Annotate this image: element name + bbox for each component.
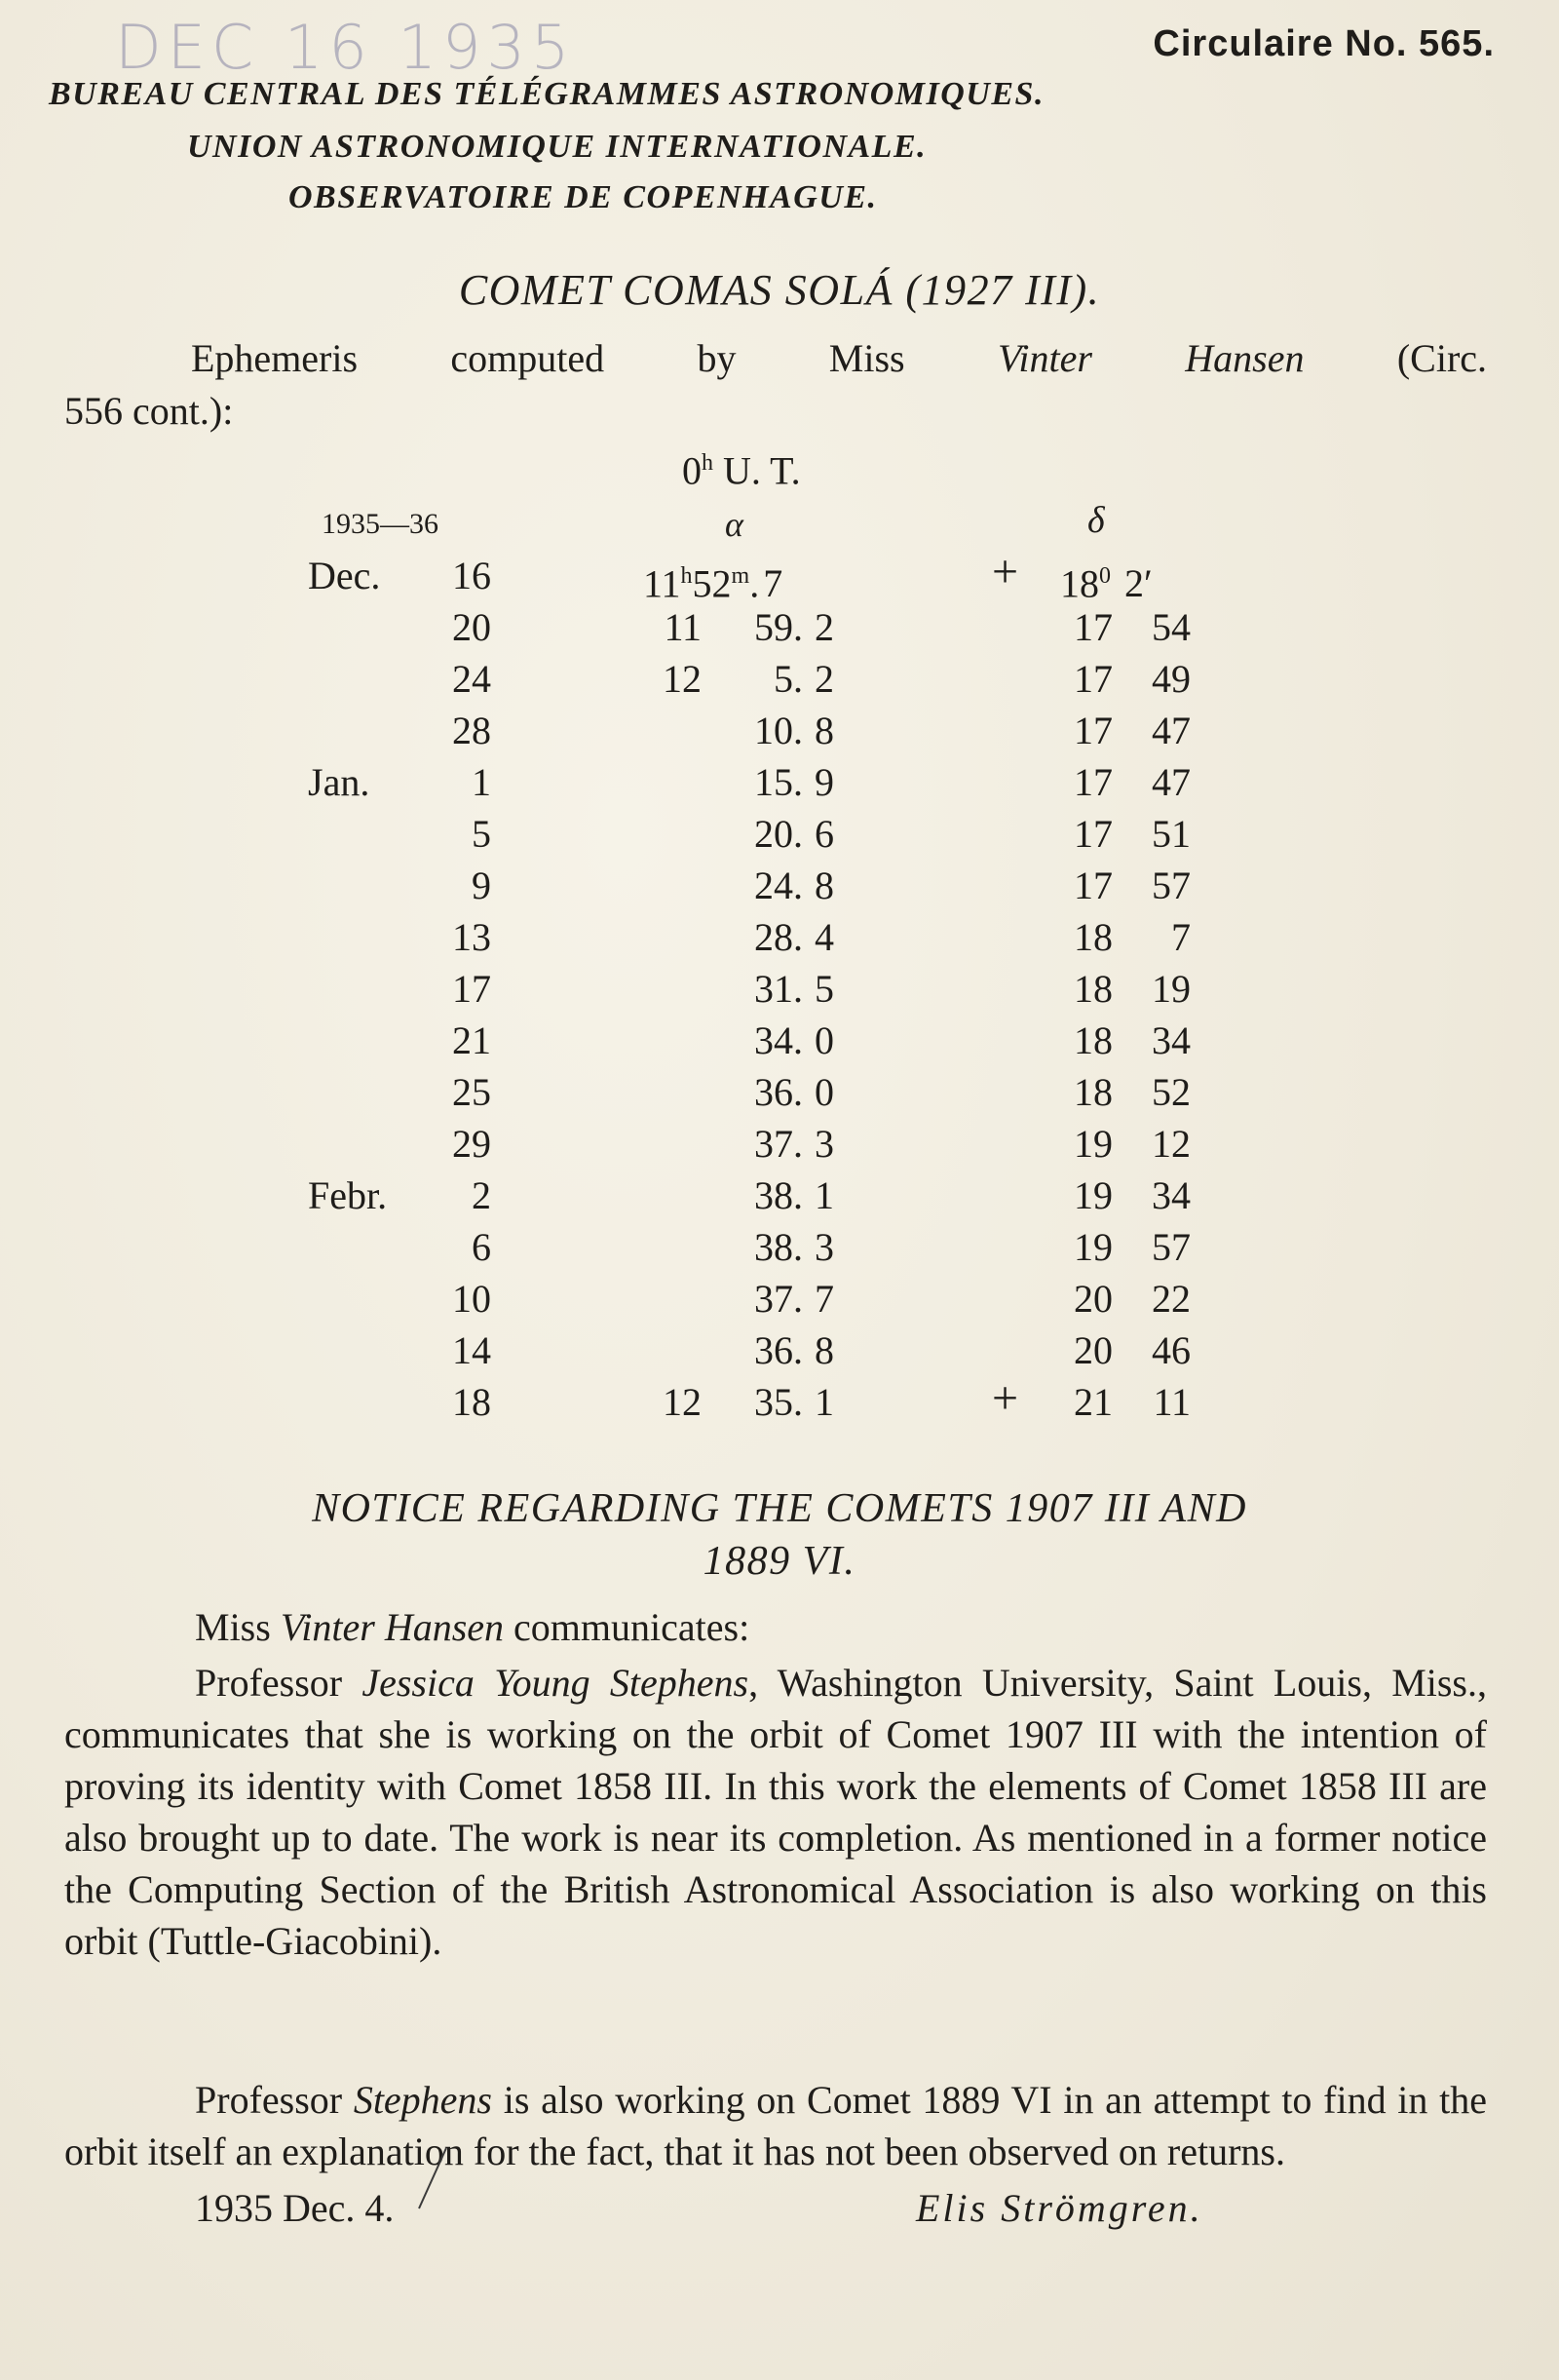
time-label xyxy=(682,439,801,495)
notice-intro-a: Miss xyxy=(195,1605,271,1649)
row-day: 6 xyxy=(472,1225,491,1269)
row-dec-degrees: 20 xyxy=(1074,1277,1113,1321)
row-day: 10 xyxy=(452,1277,491,1321)
row-dec-degrees: 18 xyxy=(1074,915,1113,959)
row-ra-first: 11$^h$52$^m$. 7 xyxy=(643,561,783,606)
column-header-ra: α xyxy=(725,505,743,544)
header-union: UNION ASTRONOMIQUE INTERNATIONALE. xyxy=(187,129,928,165)
row-ra-minutes: 10. xyxy=(754,709,803,752)
row-dec-sign: + xyxy=(992,1372,1019,1424)
time-hours-sup: h xyxy=(702,450,713,476)
row-dec-minutes: 46 xyxy=(1152,1328,1191,1372)
row-day: 18 xyxy=(452,1380,491,1424)
row-dec-degrees: 19 xyxy=(1074,1122,1113,1166)
notice-paragraph-1 xyxy=(64,1657,1487,1967)
row-dec-degrees: 17 xyxy=(1074,657,1113,701)
row-dec-sign: + xyxy=(992,546,1019,597)
row-dec-minutes: 57 xyxy=(1152,864,1191,907)
row-day: 13 xyxy=(452,915,491,959)
section-title-comet: COMET COMAS SOLÁ (1927 III). xyxy=(458,266,1101,314)
row-dec-degrees: 18 xyxy=(1074,1070,1113,1114)
pencil-mark xyxy=(409,2144,448,2212)
row-ra-fraction: 3 xyxy=(815,1122,834,1166)
p2-professor-name: Stephens xyxy=(353,2078,492,2122)
row-ra-fraction: 9 xyxy=(815,760,834,804)
row-ra-minutes: 31. xyxy=(754,967,803,1011)
time-label-ut: U. T. xyxy=(723,448,801,493)
row-dec-minutes: 12 xyxy=(1152,1122,1191,1166)
row-dec-minutes: 34 xyxy=(1152,1173,1191,1217)
footer-date: 1935 Dec. 4. xyxy=(195,2186,395,2230)
row-ra-hours: 12 xyxy=(663,657,702,701)
notice-intro-name: Vinter Hansen xyxy=(280,1605,505,1649)
row-ra-fraction: 6 xyxy=(815,812,834,856)
row-day: 1 xyxy=(472,760,491,804)
row-dec-minutes: 54 xyxy=(1152,605,1191,649)
row-ra-fraction: 7 xyxy=(815,1277,834,1321)
row-day: 21 xyxy=(452,1018,491,1062)
row-ra-minutes: 36. xyxy=(754,1328,803,1372)
row-ra-fraction: 8 xyxy=(815,1328,834,1372)
row-dec-minutes: 11 xyxy=(1153,1380,1191,1424)
row-day: 28 xyxy=(452,709,491,752)
row-day: 29 xyxy=(452,1122,491,1166)
row-dec-minutes: 57 xyxy=(1152,1225,1191,1269)
row-ra-hours: 11 xyxy=(664,605,702,649)
row-dec-degrees: 17 xyxy=(1074,864,1113,907)
intro-computer-name: Vinter Hansen xyxy=(997,336,1305,380)
row-ra-minutes: 24. xyxy=(754,864,803,907)
row-ra-fraction: 4 xyxy=(815,915,834,959)
row-ra-minutes: 5. xyxy=(774,657,803,701)
row-dec-minutes: 7 xyxy=(1171,915,1191,959)
notice-title-line2: 1889 VI. xyxy=(703,1539,856,1584)
column-header-date: 1935—36 xyxy=(322,508,438,540)
row-dec-degrees: 19 xyxy=(1074,1225,1113,1269)
row-ra-minutes: 38. xyxy=(754,1225,803,1269)
row-dec-minutes: 19 xyxy=(1152,967,1191,1011)
p2-text-b: is also working on Comet 1889 VI in an attempt to find in the orbit itself an explanation for the fact, that it has not been observed on returns. xyxy=(64,2078,1487,2173)
circular-number: Circulaire No. 565. xyxy=(1153,23,1495,64)
row-ra-minutes: 35. xyxy=(754,1380,803,1424)
row-dec-minutes: 22 xyxy=(1152,1277,1191,1321)
row-dec-minutes: 52 xyxy=(1152,1070,1191,1114)
row-ra-fraction: 1 xyxy=(815,1173,834,1217)
header-observatory: OBSERVATOIRE DE COPENHAGUE. xyxy=(288,179,878,215)
row-ra-fraction: 5 xyxy=(815,967,834,1011)
row-day: 17 xyxy=(452,967,491,1011)
column-header-dec: δ xyxy=(1087,500,1105,541)
p1-text-b: , Washington University, Saint Louis, Miss., communicates that she is working on the orbit of Comet 1907 III with the intention of proving its identity with Comet 1858 III. In this work the elements of Comet 1858 III are also brought up to date. The work is near its completion. As mentioned in a former notice the Computing Section of the British Astronomical Association is also working on this orbit (Tuttle-Giacobini). xyxy=(64,1661,1488,1963)
footer-signature: Elis Strömgren. xyxy=(916,2186,1203,2230)
row-dec-degrees: 18 xyxy=(1074,967,1113,1011)
row-day: 14 xyxy=(452,1328,491,1372)
row-ra-hours: 12 xyxy=(663,1380,702,1424)
row-dec-minutes: 47 xyxy=(1152,709,1191,752)
row-ra-minutes: 38. xyxy=(754,1173,803,1217)
row-ra-fraction: 0 xyxy=(815,1070,834,1114)
row-dec-degrees: 21 xyxy=(1074,1380,1113,1424)
row-ra-fraction: 8 xyxy=(815,864,834,907)
notice-intro-b: communicates: xyxy=(513,1605,750,1649)
row-dec-first: $18^0$ 2′ xyxy=(1060,561,1153,606)
row-ra-minutes: 36. xyxy=(754,1070,803,1114)
header-bureau: BUREAU CENTRAL DES TÉLÉGRAMMES ASTRONOMIQUES. xyxy=(49,76,1045,112)
p1-professor-name: Jessica Young Stephens xyxy=(361,1661,749,1705)
row-ra-fraction: 8 xyxy=(815,709,834,752)
received-date-stamp: DEC 16 1935 xyxy=(115,12,576,83)
notice-paragraph-2 xyxy=(64,2074,1487,2177)
row-ra-fraction: 0 xyxy=(815,1018,834,1062)
notice-title-line1: NOTICE REGARDING THE COMETS 1907 III AND xyxy=(312,1486,1247,1531)
row-dec-degrees: 19 xyxy=(1074,1173,1113,1217)
row-ra-minutes: 15. xyxy=(754,760,803,804)
row-dec-degrees: 20 xyxy=(1074,1328,1113,1372)
ephemeris-intro xyxy=(64,335,1487,381)
row-dec-minutes: 51 xyxy=(1152,812,1191,856)
row-day: 25 xyxy=(452,1070,491,1114)
row-day: 5 xyxy=(472,812,491,856)
intro-text-b: (Circ. xyxy=(1396,336,1488,380)
time-zero: 0 xyxy=(682,448,702,493)
p1-text-a: Professor xyxy=(195,1661,343,1705)
row-dec-degrees: 17 xyxy=(1074,709,1113,752)
row-dec-degrees: 17 xyxy=(1074,605,1113,649)
row-ra-minutes: 28. xyxy=(754,915,803,959)
row-ra-fraction: 3 xyxy=(815,1225,834,1269)
row-ra-fraction: 1 xyxy=(815,1380,834,1424)
row-day: 2 xyxy=(472,1173,491,1217)
row-dec-minutes: 49 xyxy=(1152,657,1191,701)
row-ra-fraction: 2 xyxy=(815,605,834,649)
row-day: 24 xyxy=(452,657,491,701)
notice-intro xyxy=(64,1604,1487,1650)
row-ra-fraction: 2 xyxy=(815,657,834,701)
row-ra-minutes: 37. xyxy=(754,1277,803,1321)
row-day: 20 xyxy=(452,605,491,649)
row-dec-degrees: 18 xyxy=(1074,1018,1113,1062)
row-ra-minutes: 20. xyxy=(754,812,803,856)
row-dec-minutes: 47 xyxy=(1152,760,1191,804)
row-ra-minutes: 59. xyxy=(754,605,803,649)
row-month: Dec. xyxy=(308,554,381,597)
p2-text-a: Professor xyxy=(195,2078,343,2122)
row-dec-minutes: 34 xyxy=(1152,1018,1191,1062)
row-day: 16 xyxy=(452,554,491,597)
row-dec-degrees: 17 xyxy=(1074,812,1113,856)
row-ra-minutes: 34. xyxy=(754,1018,803,1062)
intro-text-a: Ephemeris computed by Miss xyxy=(191,336,905,380)
row-ra-minutes: 37. xyxy=(754,1122,803,1166)
row-month: Febr. xyxy=(308,1173,388,1217)
ephemeris-intro-line2: 556 cont.): xyxy=(64,389,234,433)
row-dec-degrees: 17 xyxy=(1074,760,1113,804)
row-month: Jan. xyxy=(308,760,370,804)
row-day: 9 xyxy=(472,864,491,907)
